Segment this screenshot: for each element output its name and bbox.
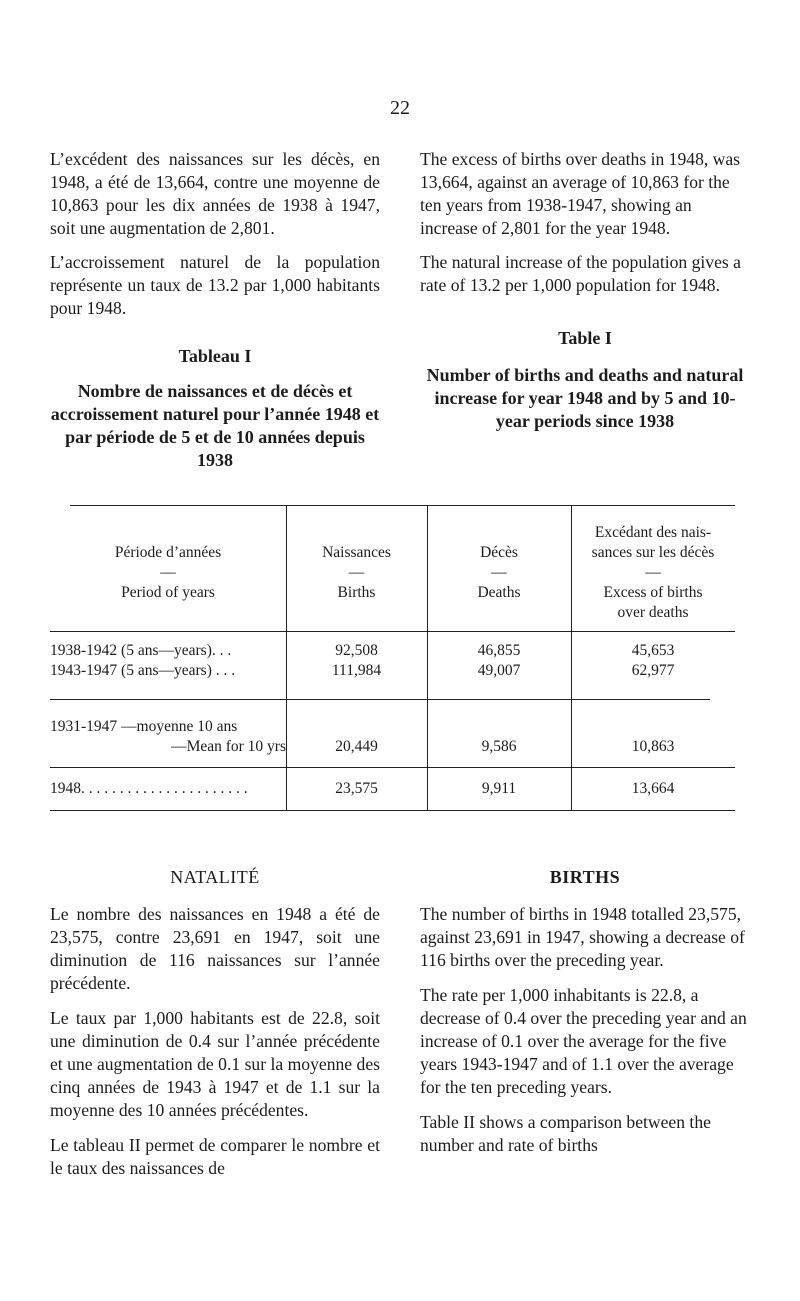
en-paragraph-3: The number of births in 1948 totalled 23,575, against 23,691 in 1947, showing a decrease of 116 births over the preceding year. <box>420 904 745 970</box>
row-2-deaths: 49,007 <box>477 662 521 679</box>
mean-row-deaths: 9,586 <box>481 738 517 755</box>
year-row-period: 1948. . . . . . . . . . . . . . . . . . . . . . <box>50 780 248 797</box>
en-paragraph-4: The rate per 1,000 inhabitants is 22.8, a decrease of 0.4 over the preceding year and an increase of 0.1 over the average for the five years 1943-1947 and of 1.1 over the average for the ten preceding years. <box>420 985 747 1097</box>
fr-section-title: NATALITÉ <box>170 867 260 887</box>
page-number: 22 <box>390 97 410 119</box>
row-2-excess: 62,977 <box>631 662 675 679</box>
english-column-bottom <box>420 866 750 1157</box>
en-paragraph-1: The excess of births over deaths in 1948, was 13,664, against an average of 10,863 for the ten years from 1938-1947, showing an increase of 2,801 for the year 1948. <box>420 149 741 238</box>
mean-row-period: 1931-1947 —moyenne 10 ans —Mean for 10 yrs <box>50 718 286 755</box>
header-period: Période d’années — Period of years <box>114 544 222 601</box>
french-column-top <box>50 148 380 472</box>
excess-values <box>571 641 735 681</box>
fr-paragraph-2: L’accroissement naturel de la population représente un taux de 13.2 par 1,000 habitants pour 1948. <box>50 252 380 318</box>
fr-paragraph-1: L’excédent des naissances sur les décès, en 1948, a été de 13,664, contre une moyenne de 10,863 pour les dix années de 1938 à 1947, soit une augmentation de 2,801. <box>50 149 380 238</box>
fr-table-title: Nombre de naissances et de décès et accroissement naturel pour l’année 1948 et par période de 5 et de 10 années depuis 1938 <box>50 381 380 470</box>
row-1-births: 92,508 <box>335 642 378 659</box>
en-paragraph-2: The natural increase of the population gives a rate of 13.2 per 1,000 population for 1948. <box>420 252 741 295</box>
french-column-bottom <box>50 866 380 1180</box>
en-table-label: Table I <box>558 328 612 348</box>
header-deaths: Décès — Deaths <box>477 544 521 601</box>
births-values <box>286 641 427 681</box>
mean-bottom-rule <box>50 767 735 768</box>
row-1-excess: 45,653 <box>631 642 675 659</box>
mean-row-excess: 10,863 <box>631 738 675 755</box>
table-births-deaths <box>50 505 735 810</box>
english-column-top <box>420 148 750 433</box>
table-bottom-rule <box>50 810 735 811</box>
rows-bottom-rule <box>50 699 710 700</box>
fr-table-label: Tableau I <box>178 346 252 366</box>
fr-paragraph-5: Le tableau II permet de comparer le nombre et le taux des naissances de <box>50 1135 380 1178</box>
table-row <box>50 641 286 681</box>
fr-paragraph-3: Le nombre des naissances en 1948 a été de 23,575, contre 23,691 en 1947, soit une diminution de 116 naissances sur l’année précédente. <box>50 904 380 993</box>
header-births: Naissances — Births <box>322 544 391 601</box>
row-2-period: 1943-1947 (5 ans—years) . . . <box>50 662 236 679</box>
en-section-title: BIRTHS <box>549 867 621 887</box>
fr-paragraph-4: Le taux par 1,000 habitants est de 22.8, soit une diminution de 0.4 sur l’année précédente et une augmentation de 0.1 sur la moyenne des cinq années de 1943 à 1947 et de 1.1 sur la moyenne des 10 années précédentes. <box>50 1008 380 1120</box>
header-bottom-rule <box>50 631 735 632</box>
row-1-period: 1938-1942 (5 ans—years). . . <box>50 642 232 659</box>
row-1-deaths: 46,855 <box>477 642 521 659</box>
en-paragraph-5: Table II shows a comparison between the number and rate of births <box>420 1112 711 1155</box>
en-table-title: Number of births and deaths and natural increase for year 1948 and by 5 and 10-year periods since 1938 <box>426 365 744 431</box>
year-row-excess: 13,664 <box>631 780 675 797</box>
header-excess: Excédant des nais- sances sur les décès — Excess of births over deaths <box>591 524 715 621</box>
year-row-deaths: 9,911 <box>481 780 517 797</box>
year-row-births: 23,575 <box>335 780 378 797</box>
table-top-rule <box>70 505 735 506</box>
mean-row-births: 20,449 <box>335 738 378 755</box>
deaths-values <box>427 641 571 681</box>
row-2-births: 111,984 <box>331 662 382 679</box>
